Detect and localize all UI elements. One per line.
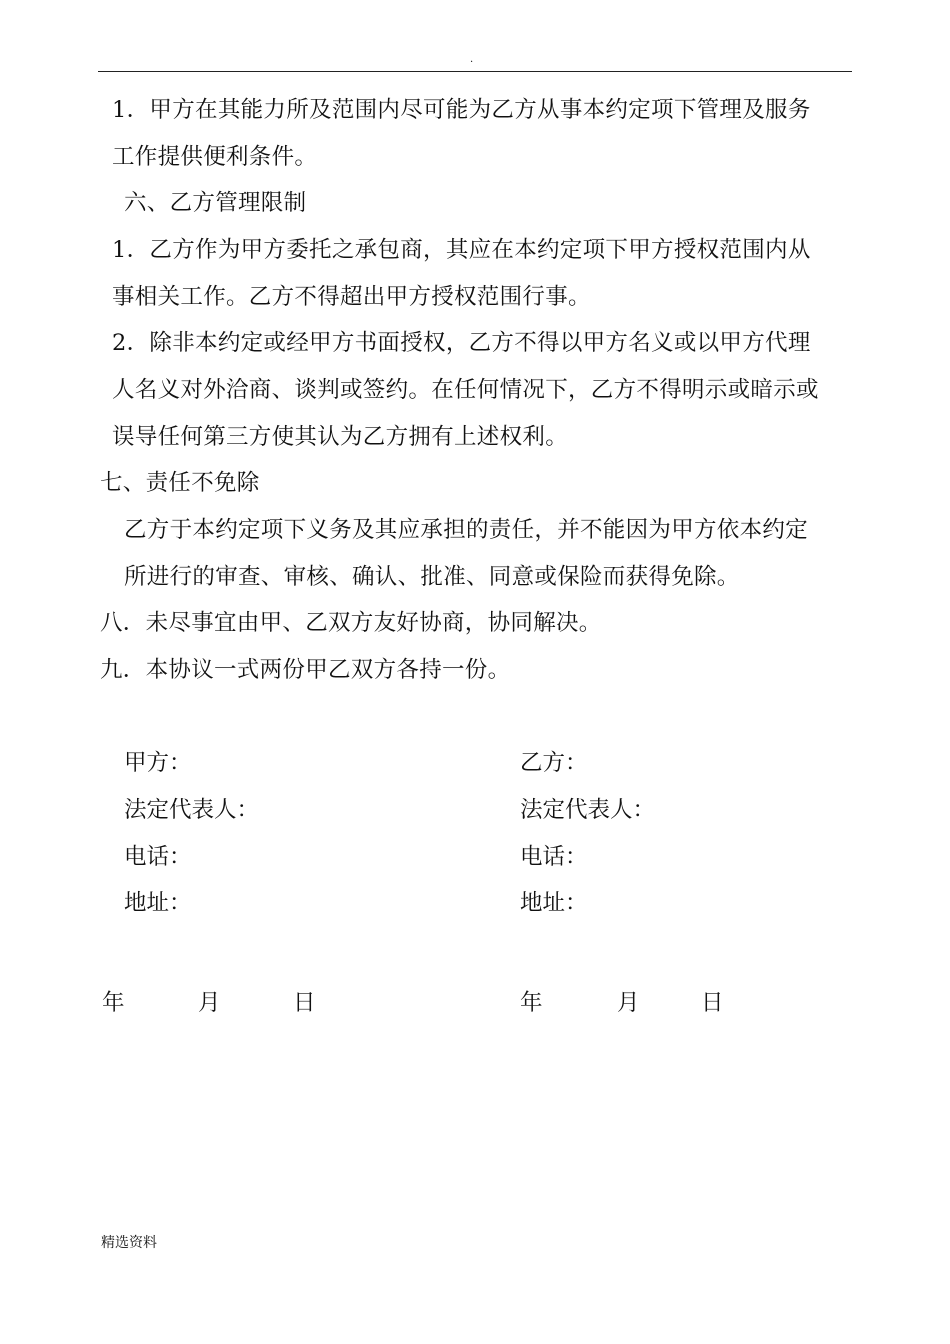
party-a-phone-label: 电话：	[124, 844, 192, 870]
section-heading: 七、责任不免除	[100, 470, 260, 496]
clause-line: 乙方于本约定项下义务及其应承担的责任，并不能因为甲方依本约定	[124, 517, 809, 543]
date-year-label: 年	[520, 990, 543, 1016]
party-b-address-label: 地址：	[520, 890, 588, 916]
clause-line: 1．甲方在其能力所及范围内尽可能为乙方从事本约定项下管理及服务	[112, 97, 811, 123]
clause-line: 事相关工作。乙方不得超出甲方授权范围行事。	[112, 284, 591, 310]
date-month-label: 月	[198, 990, 221, 1016]
clause-line: 九．本协议一式两份甲乙双方各持一份。	[100, 657, 511, 683]
clause-line: 2．除非本约定或经甲方书面授权，乙方不得以甲方名义或以甲方代理	[112, 330, 811, 356]
party-b-representative-label: 法定代表人：	[520, 797, 656, 823]
clause-line: 工作提供便利条件。	[112, 144, 318, 170]
clause-line: 八．未尽事宜由甲、乙双方友好协商，协同解决。	[100, 610, 602, 636]
party-a-label: 甲方：	[124, 750, 192, 776]
date-day-label: 日	[701, 990, 724, 1016]
header-rule	[98, 71, 852, 72]
clause-line: 人名义对外洽商、谈判或签约。在任何情况下，乙方不得明示或暗示或	[112, 377, 819, 403]
party-b-phone-label: 电话：	[520, 844, 588, 870]
header-marker: .	[470, 54, 474, 65]
party-a-address-label: 地址：	[124, 890, 192, 916]
date-month-label: 月	[617, 990, 640, 1016]
party-b-label: 乙方：	[520, 750, 588, 776]
footer-text: 精选资料	[101, 1235, 157, 1251]
date-day-label: 日	[293, 990, 316, 1016]
clause-line: 1．乙方作为甲方委托之承包商，其应在本约定项下甲方授权范围内从	[112, 237, 811, 263]
party-a-representative-label: 法定代表人：	[124, 797, 260, 823]
clause-line: 误导任何第三方使其认为乙方拥有上述权利。	[112, 424, 569, 450]
date-year-label: 年	[102, 990, 125, 1016]
clause-line: 所进行的审查、审核、确认、批准、同意或保险而获得免除。	[124, 564, 740, 590]
section-heading: 六、乙方管理限制	[124, 190, 307, 216]
